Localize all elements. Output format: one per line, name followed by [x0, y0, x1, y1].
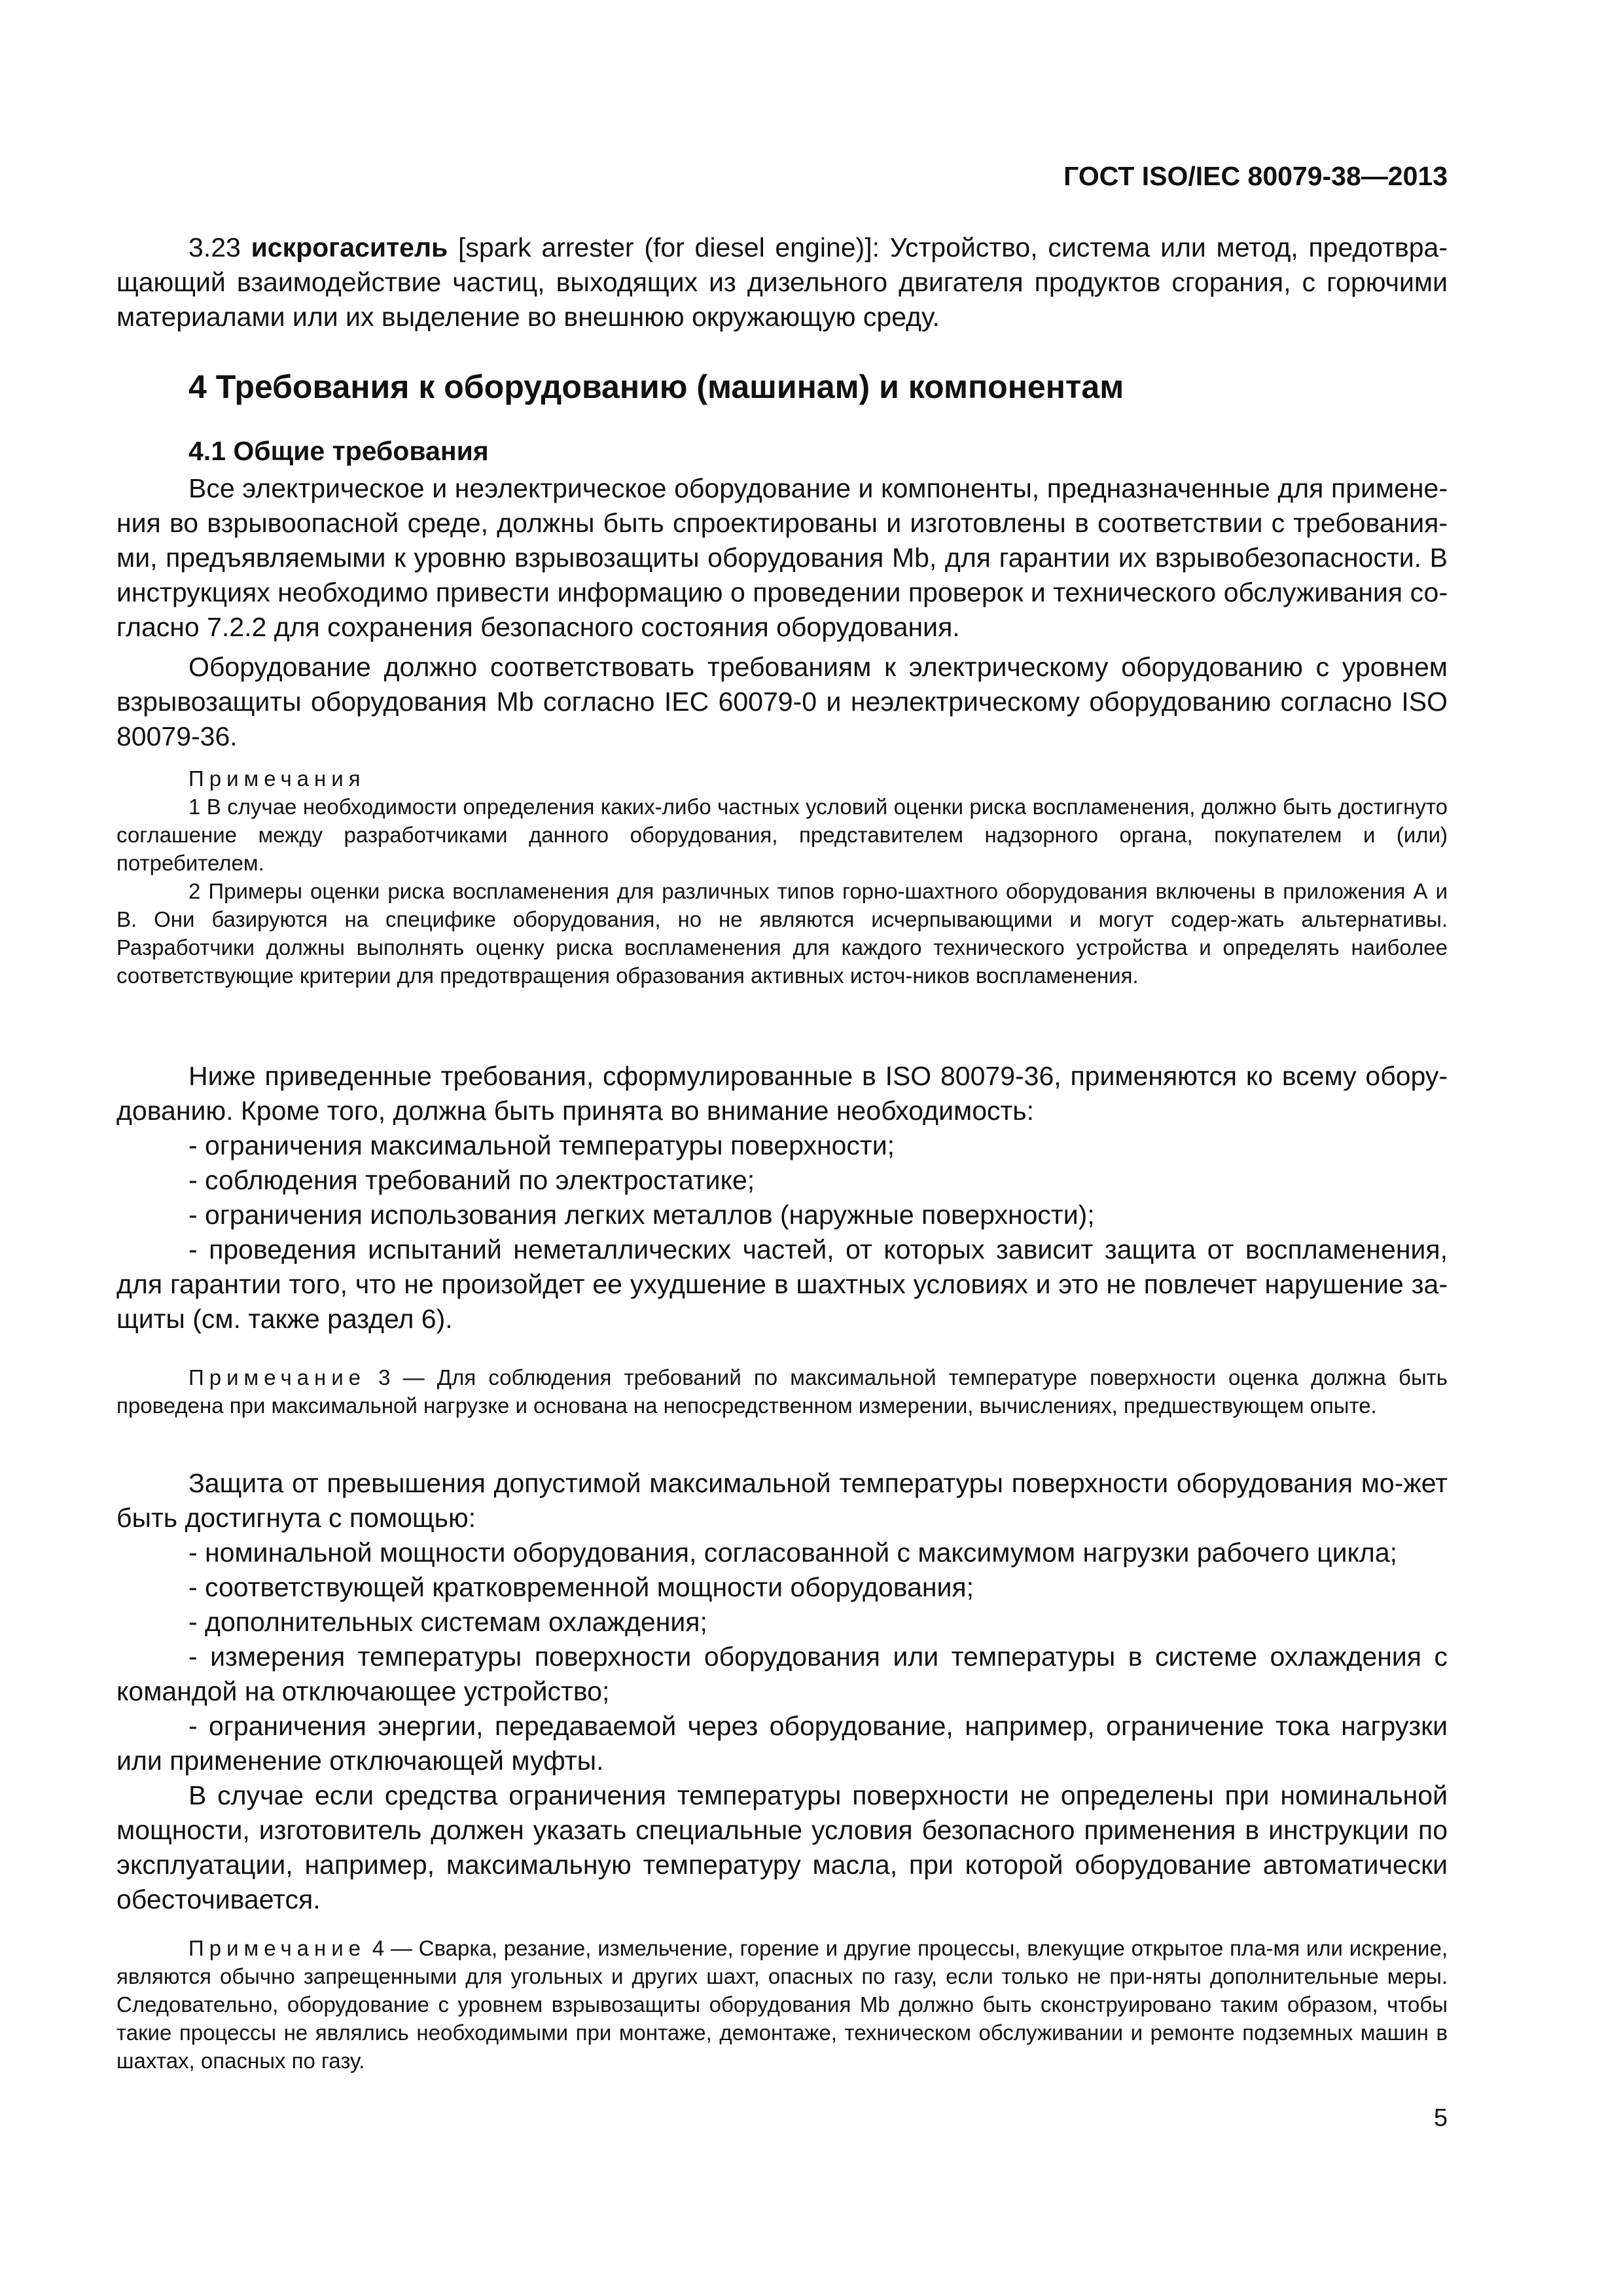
protection-block: [116, 1466, 1448, 1917]
list-1-item-4: - проведения испытаний неметаллических частей, от которых зависит защита от воспламенения, для гарантии того, что не произойдет ее ухудшение в шахтных условиях и это не повлечет нарушение за-щиты (см. также раздел 6).: [116, 1234, 1448, 1334]
section-4-heading: 4 Требования к оборудованию (машинам) и компонентам: [188, 368, 1124, 405]
note-4-label: Примечание: [188, 1936, 366, 1960]
definition-number: 3.23: [188, 232, 241, 262]
list-2-item-1: - номинальной мощности оборудования, согласованной с максимумом нагрузки рабочего цикла;: [188, 1537, 1398, 1568]
definition-3-23: [116, 230, 1448, 334]
page-number: 5: [1433, 2104, 1448, 2132]
note-3-label: Примечание: [188, 1365, 366, 1390]
note-3-block: [116, 1363, 1448, 1420]
list-2-item-5: - ограничения энергии, передаваемой через оборудование, например, ограничение тока нагрузки или применение отключающей муфты.: [116, 1711, 1448, 1776]
note-4-block: [116, 1934, 1448, 2075]
note-2: 2 Примеры оценки риска воспламенения для различных типов горно-шахтного оборудования включены в приложения А и В. Они базируются на специфике оборудования, но не являются исчерпывающими и могут содер-жать альтернативы. Разработчики должны выполнять оценку риска воспламенения для каждого технического устройства и определять наиболее соответствующие критерии для предотвращения образования активных источ-ников воспламенения.: [116, 879, 1448, 988]
list-2-item-3: - дополнительных системам охлаждения;: [188, 1607, 707, 1637]
section-4-1-heading: 4.1 Общие требования: [188, 436, 489, 466]
paragraph-1: Все электрическое и неэлектрическое оборудование и компоненты, предназначенные для примене-ния во взрывоопасной среде, должны быть спроектированы и изготовлены в соответствии с требования-ми, предъявляемыми к уровню взрывозащиты оборудования Mb, для гарантии их взрывобезопасности. В инструкциях необходимо привести информацию о проведении проверок и технического обслуживания со-гласно 7.2.2 для сохранения безопасного состояния оборудования.: [116, 473, 1448, 642]
list-1-item-3: - ограничения использования легких металлов (наружные поверхности);: [188, 1200, 1095, 1230]
note-3: [116, 1363, 1448, 1420]
paragraph-2: Оборудование должно соответствовать требованиям к электрическому оборудованию с уровнем взрывозащиты оборудования Mb согласно IEC 60079-0 и неэлектрическому оборудованию согласно ISO 80079-36.: [116, 652, 1448, 751]
notes-title: Примечания: [188, 766, 366, 791]
document-header: ГОСТ ISO/IEC 80079-38—2013: [1063, 161, 1448, 191]
list-2-item-4: - измерения температуры поверхности оборудования или температуры в системе охлаждения с командой на отключающее устройство;: [116, 1641, 1448, 1706]
section-4-1-heading-block: [116, 436, 1448, 467]
list-1-item-1: - ограничения максимальной температуры поверхности;: [188, 1130, 895, 1160]
note-4: [116, 1934, 1448, 2075]
list-2-item-2: - соответствующей кратковременной мощности оборудования;: [188, 1572, 974, 1602]
definition-text-3: материалами или их выделение во внешнюю окружающую среду.: [116, 302, 940, 332]
list-1-item-2: - соблюдения требований по электростатике;: [188, 1165, 755, 1195]
paragraph-3: Ниже приведенные требования, сформулированные в ISO 80079-36, применяются ко всему обору-дованию. Кроме того, должна быть принята во внимание необходимость:: [116, 1061, 1448, 1126]
definition-text-2: щающий взаимодействие частиц, выходящих из дизельного двигателя продуктов сгорания, с горючими: [116, 267, 1448, 297]
notes-block: [116, 764, 1448, 990]
section-4-heading-block: [116, 368, 1448, 406]
note-4-text: 4 — Сварка, резание, измельчение, горение и другие процессы, влекущие открытое пла-мя или искрение, являются обычно запрещенными для угольных и других шахт, опасных по газу, если только не при-няты дополнительные меры. Следовательно, оборудование с уровнем взрывозащиты оборудования Mb должно быть сконструировано таким образом, чтобы такие процессы не являлись необходимыми при монтаже, демонтаже, техническом обслуживании и ремонте подземных машин в шахтах, опасных по газу.: [116, 1936, 1448, 2073]
requirements-block: [116, 1059, 1448, 1336]
definition-text-1: [spark arrester (for diesel engine)]: Устройство, система или метод, предотвра-: [448, 232, 1448, 262]
section-4-1-body: [116, 471, 1448, 754]
paragraph-4: Защита от превышения допустимой максимальной температуры поверхности оборудования мо-жет быть достигнута с помощью:: [116, 1468, 1448, 1533]
definition-term: искрогаситель: [251, 232, 448, 262]
note-3-text: 3 — Для соблюдения требований по максимальной температуре поверхности оценка должна быть проведена при максимальной нагрузке и основана на непосредственном измерении, вычислениях, предшествующем опыте.: [116, 1365, 1448, 1418]
paragraph-5: В случае если средства ограничения температуры поверхности не определены при номинальной мощности, изготовитель должен указать специальные условия безопасного применения в инструкции по эксплуатации, например, максимальную температуру масла, при которой оборудование автоматически обесточивается.: [116, 1780, 1448, 1914]
note-1: 1 В случае необходимости определения каких-либо частных условий оценки риска воспламенения, должно быть достигнуто соглашение между разработчиками данного оборудования, представителем надзорного органа, покупателем и (или) потребителем.: [116, 795, 1448, 875]
definition-paragraph: [116, 230, 1448, 334]
